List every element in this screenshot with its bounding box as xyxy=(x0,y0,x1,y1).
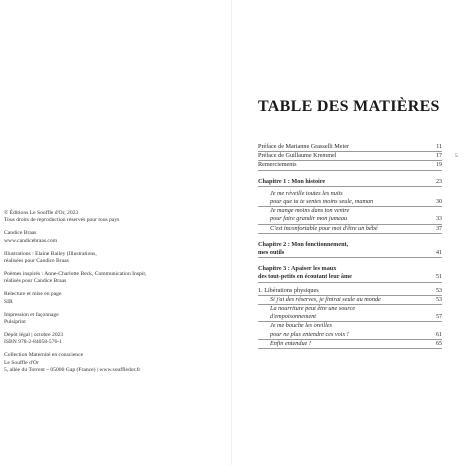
toc-entry-title: Je me bouche les oreilles xyxy=(270,322,332,330)
colophon-line: Tous droits de reproduction réservés pour tous pays xyxy=(4,217,120,224)
toc-entry-title: pour faire grandir mon jumeau xyxy=(270,215,348,223)
colophon xyxy=(4,210,228,380)
colophon-line: Pulsiprint xyxy=(4,318,26,325)
toc-entry-section xyxy=(258,287,442,296)
toc-entry-page: 53 xyxy=(436,296,442,303)
page-title: TABLE DES MATIÈRES xyxy=(258,98,440,115)
colophon-legal-deposit xyxy=(4,332,228,347)
toc-entry-title: d'empoisonnement xyxy=(270,313,317,321)
toc-entry-title: mes outils xyxy=(258,249,285,257)
toc-entry-page: 19 xyxy=(436,162,442,169)
toc-entry-subsection xyxy=(258,190,442,207)
toc-entry-title: Enfin entendue ! xyxy=(270,339,311,347)
colophon-author xyxy=(4,230,228,245)
toc-entry-page: 65 xyxy=(436,340,442,347)
toc-entry-title: Chapitre 1 : Mon histoire xyxy=(258,177,326,185)
toc-entry-title: C'est inconfortable pour moi d'être un bébé xyxy=(270,224,378,232)
toc-entry-subsection xyxy=(258,340,442,349)
colophon-line: Le Souffle d'Or xyxy=(4,359,39,366)
toc-entry-title: Je me réveille toutes les nuits xyxy=(270,189,343,197)
toc-entry-subsection xyxy=(258,207,442,224)
toc-entry-preface-grasselli xyxy=(258,143,442,152)
toc-entry-page: 11 xyxy=(436,144,442,150)
colophon-copyright xyxy=(4,210,228,225)
toc-entry-page: 41 xyxy=(436,250,442,257)
colophon-line: www.candicebraas.com xyxy=(4,237,58,244)
toc-entry-subsection xyxy=(258,225,442,234)
colophon-line: Collection Maternité en conscience xyxy=(4,352,84,359)
colophon-line: réalisés pour Candice Braas xyxy=(4,278,67,285)
toc-entry-title: Préface de Guillaume Kremmel xyxy=(258,152,337,160)
toc-entry-title: des tout-petits en écoutant leur âme xyxy=(258,273,352,281)
colophon-line: Impression et façonnage xyxy=(4,311,59,318)
toc-entry-chapter-3 xyxy=(258,265,442,282)
toc-entry-page: 23 xyxy=(436,178,442,185)
toc-entry-page: 61 xyxy=(436,331,442,338)
toc-entry-title: Remerciements xyxy=(258,161,297,169)
toc-entry-title: Préface de Marianne Grasselli Meier xyxy=(258,143,350,150)
colophon-poems xyxy=(4,271,228,286)
toc-entry-page: 30 xyxy=(436,199,442,206)
toc-entry-title: Je mange moins dans ton ventre xyxy=(270,207,350,215)
toc-entry-title: Chapitre 3 : Apaiser les maux xyxy=(258,265,337,273)
toc-entry-title: Si j'ai des réserves, je finirai seule au monde xyxy=(270,295,381,303)
colophon-publisher xyxy=(4,352,228,374)
colophon-line: © Éditions Le Souffle d'Or, 2023 xyxy=(4,210,79,216)
toc-entry-subsection xyxy=(258,296,442,305)
colophon-line: ISBN 978-2-84058-576-1 xyxy=(4,339,62,346)
colophon-line: SIR xyxy=(4,298,13,305)
toc-entry-page: 51 xyxy=(436,274,442,281)
toc-entry-title: Chapitre 2 : Mon fonctionnement, xyxy=(258,240,349,248)
colophon-line: réalisées pour Candice Braas xyxy=(4,258,69,265)
toc-entry-chapter-2 xyxy=(258,241,442,258)
toc-entry-page: 17 xyxy=(436,153,442,160)
toc-entry-subsection xyxy=(258,322,442,339)
toc-entry-acknowledgements xyxy=(258,161,442,170)
toc-entry-page: 37 xyxy=(436,225,442,232)
toc-entry-title: pour que tu te sentes moins seule, maman xyxy=(270,198,374,206)
toc-entry-page: 53 xyxy=(436,287,442,294)
page-number: 5 xyxy=(455,153,458,159)
toc-entry-page: 57 xyxy=(436,314,442,321)
table-of-contents xyxy=(258,143,442,349)
colophon-line: Relecture et mise en page xyxy=(4,291,62,298)
toc-entry-preface-kremmel xyxy=(258,152,442,161)
right-page xyxy=(232,0,465,465)
colophon-line: Illustrations : Elaine Bailey (Illustrations, xyxy=(4,250,97,257)
colophon-line: Dépôt légal | octobre 2023 xyxy=(4,331,64,338)
colophon-layout xyxy=(4,291,228,306)
colophon-printing xyxy=(4,312,228,327)
toc-entry-chapter-1 xyxy=(258,178,442,187)
toc-entry-title: pour ne plus entendre ces voix ! xyxy=(270,330,349,338)
left-page xyxy=(0,0,232,465)
toc-entry-subsection xyxy=(258,305,442,322)
toc-entry-page: 33 xyxy=(436,216,442,223)
colophon-illustrations xyxy=(4,251,228,266)
colophon-line: Candice Braas xyxy=(4,230,37,237)
colophon-line: Poèmes inspirés : Anne-Charlotte Beck, Communication Inspir, xyxy=(4,270,147,277)
toc-entry-title: 1. Libérations physiques xyxy=(258,286,319,294)
toc-entry-title: La nourriture peut être une source xyxy=(270,305,356,313)
colophon-line: 5, allée du Torrent – 05000 Gap (France) | www.souffledor.fr xyxy=(4,367,141,373)
